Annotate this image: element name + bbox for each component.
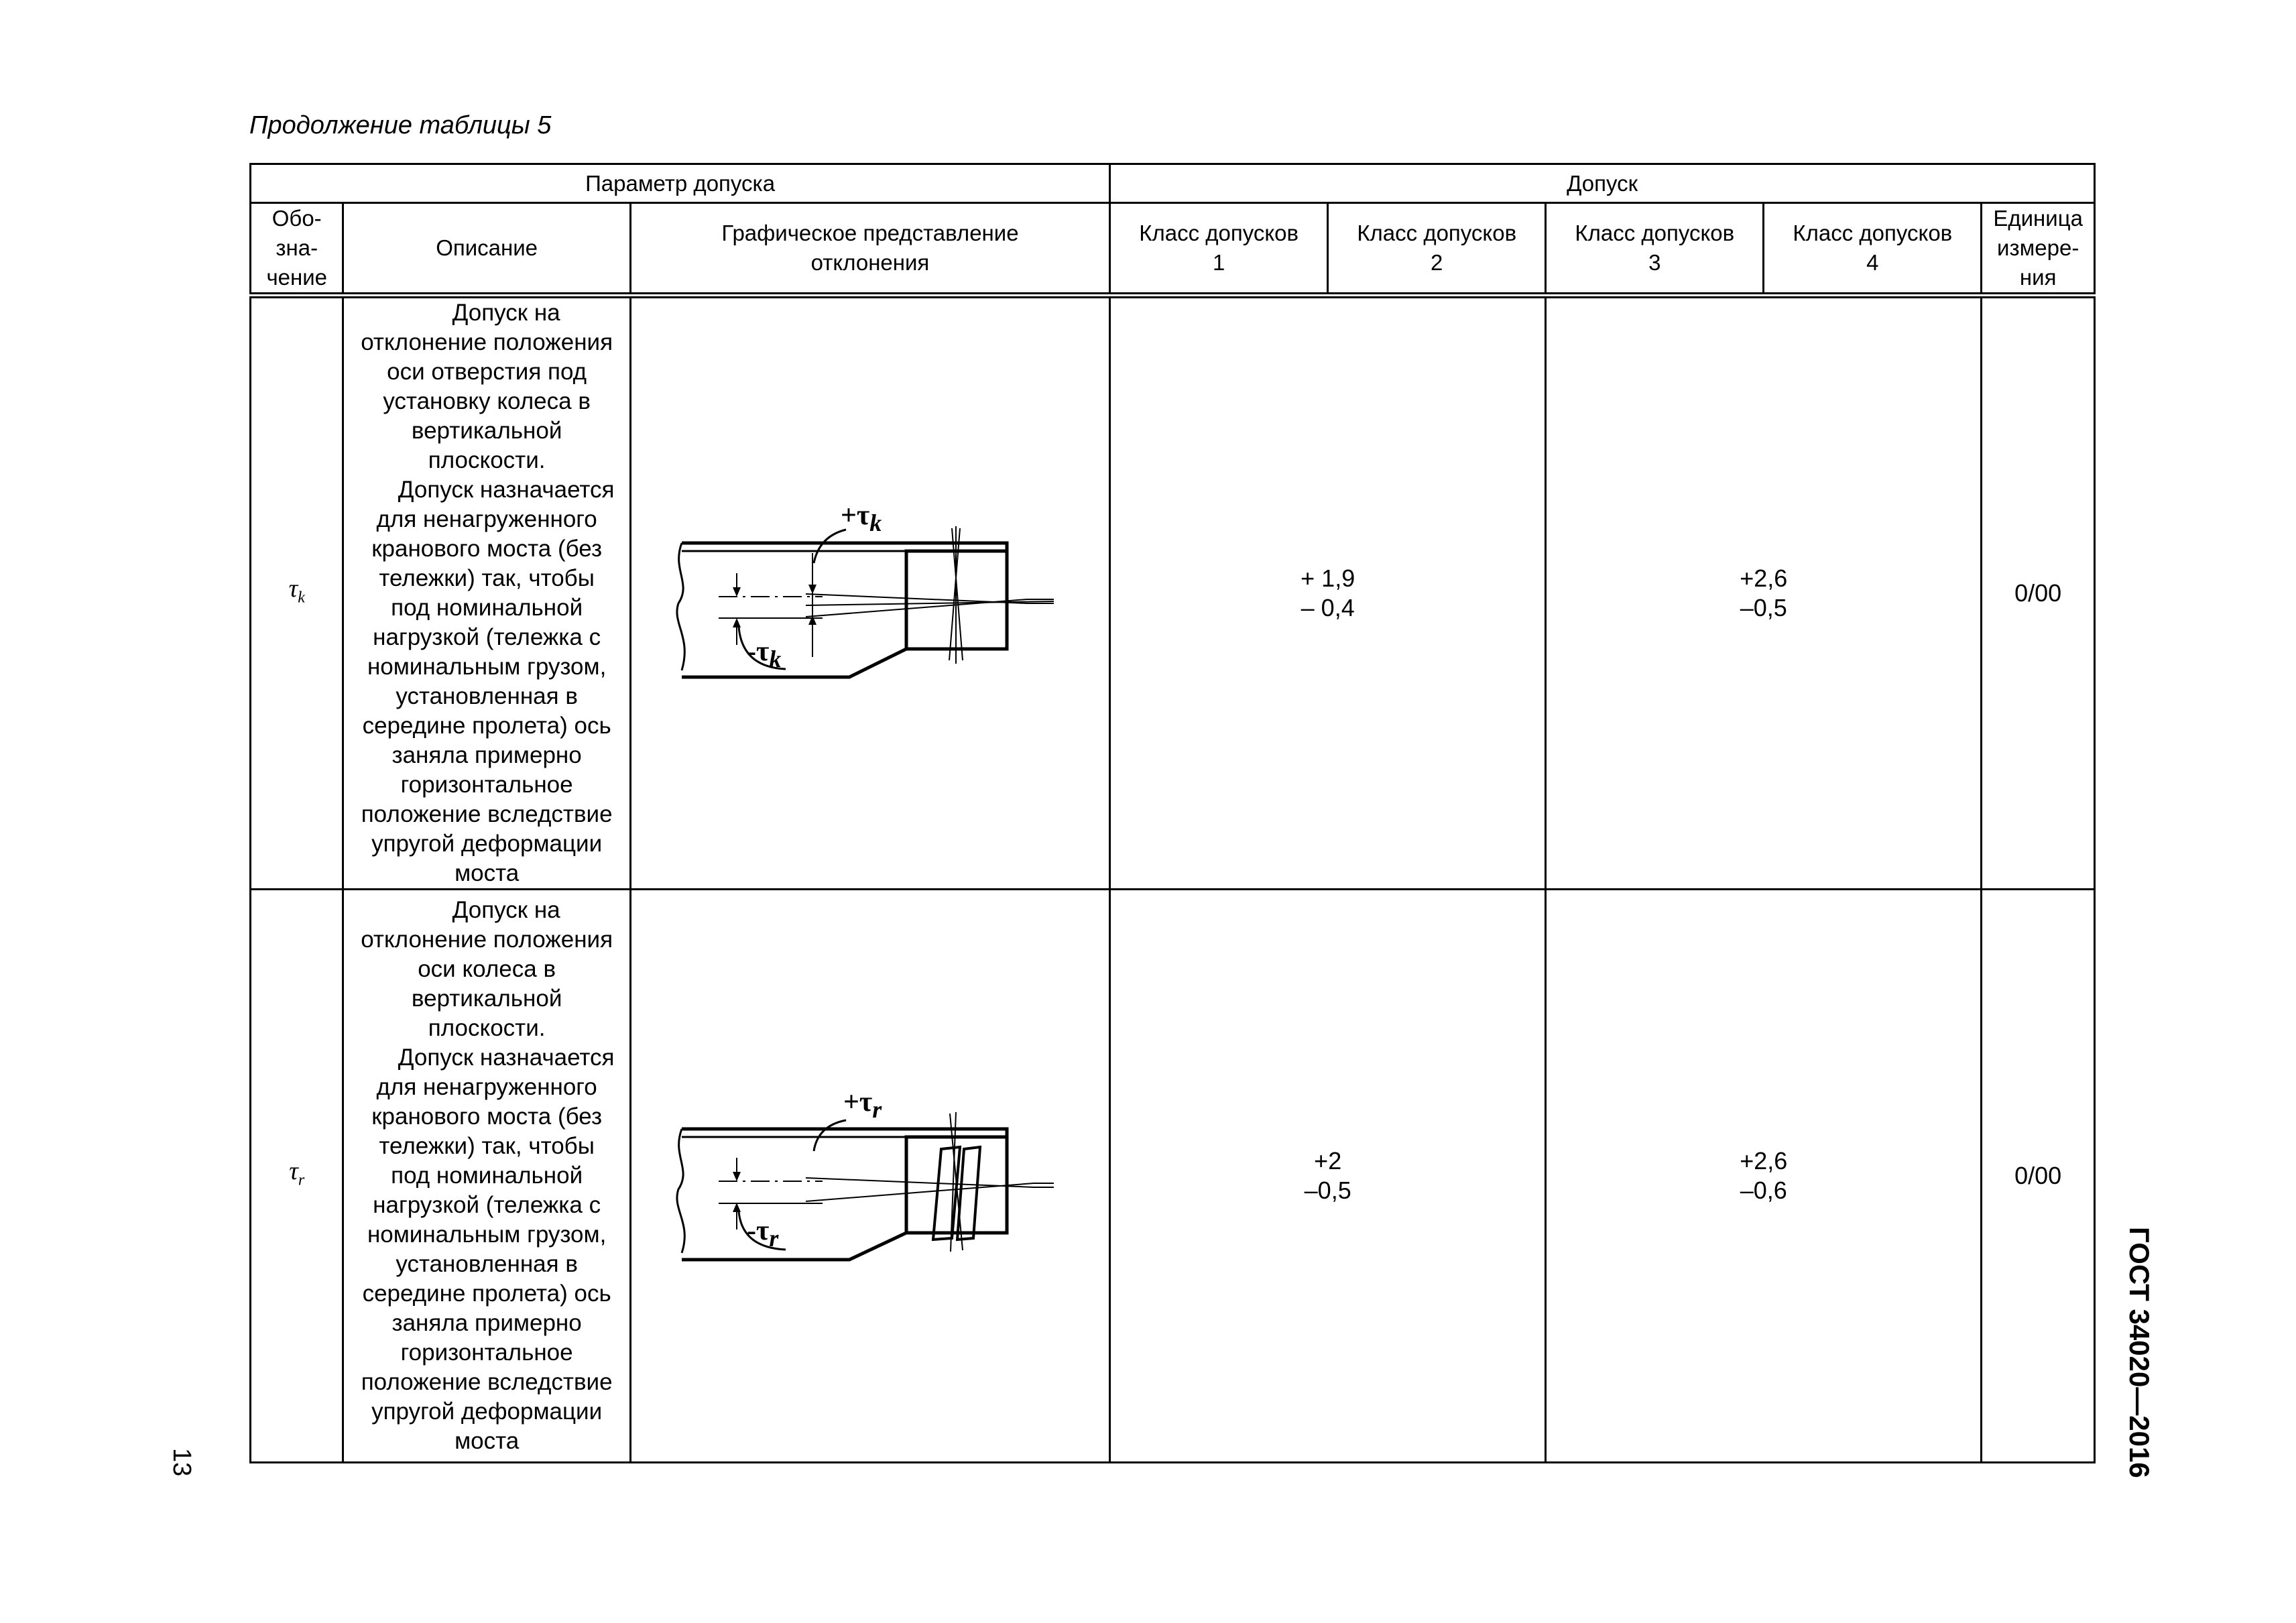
row-symbol: $\tau_k$ [251,296,343,890]
page-number: 13 [168,1448,196,1477]
header-unit: Единица измере- ния [1982,203,2095,296]
tolerance-class-3-4: +2,6 –0,5 [1546,296,1982,890]
standard-designation: ГОСТ 34020—2016 [2124,1227,2155,1478]
tolerance-class-1-2: + 1,9 – 0,4 [1110,296,1546,890]
header-description: Описание [343,203,630,296]
row-graphic [630,296,1109,890]
tolerance-class-3-4: +2,6 –0,6 [1546,890,1982,1463]
header-designation: Обо- зна- чение [251,203,343,296]
svg-text:+τr: +τr [843,1086,882,1123]
unit-value: 0/00 [1982,890,2095,1463]
row-graphic [630,890,1109,1463]
wheel-deviation-diagram [631,1072,1109,1273]
table-caption: Продолжение таблицы 5 [249,111,552,139]
header-graphic: Графическое представление отклонения [630,203,1109,296]
header-tolerance-group: Допуск [1110,164,2095,203]
row-symbol: $\tau_r$ [251,890,343,1463]
tolerance-table [249,163,2096,1463]
table-row [251,890,2095,1463]
svg-text:-τk: -τk [746,636,782,672]
unit-value: 0/00 [1982,296,2095,890]
table-row [251,296,2095,890]
row-description: Допуск на отклонение положения оси отверстия под установку колеса в вертикальной плоскости. Допуск назначается для ненагруженного кранового моста (без тележки) так, чтобы под номинальной нагрузкой (тележка с номинальным грузом, установленная в середине пролета) ось заняла примерно горизонтальное положение вследствие упругой деформации моста [343,296,630,890]
header-class-4: Класс допусков 4 [1764,203,1982,296]
svg-text:+τk: +τk [840,499,882,536]
header-class-2: Класс допусков 2 [1328,203,1546,296]
header-class-1: Класс допусков 1 [1110,203,1328,296]
header-class-3: Класс допусков 3 [1546,203,1764,296]
axis-deviation-diagram [631,489,1109,690]
tolerance-class-1-2: +2 –0,5 [1110,890,1546,1463]
svg-text:-τr: -τr [746,1215,779,1252]
header-param-group: Параметр допуска [251,164,1110,203]
row-description: Допуск на отклонение положения оси колеса в вертикальной плоскости. Допуск назначается для ненагруженного кранового моста (без тележки) так, чтобы под номинальной нагрузкой (тележка с номинальным грузом, установленная в середине пролета) ось заняла примерно горизонтальное положение вследствие упругой деформации моста [343,890,630,1463]
